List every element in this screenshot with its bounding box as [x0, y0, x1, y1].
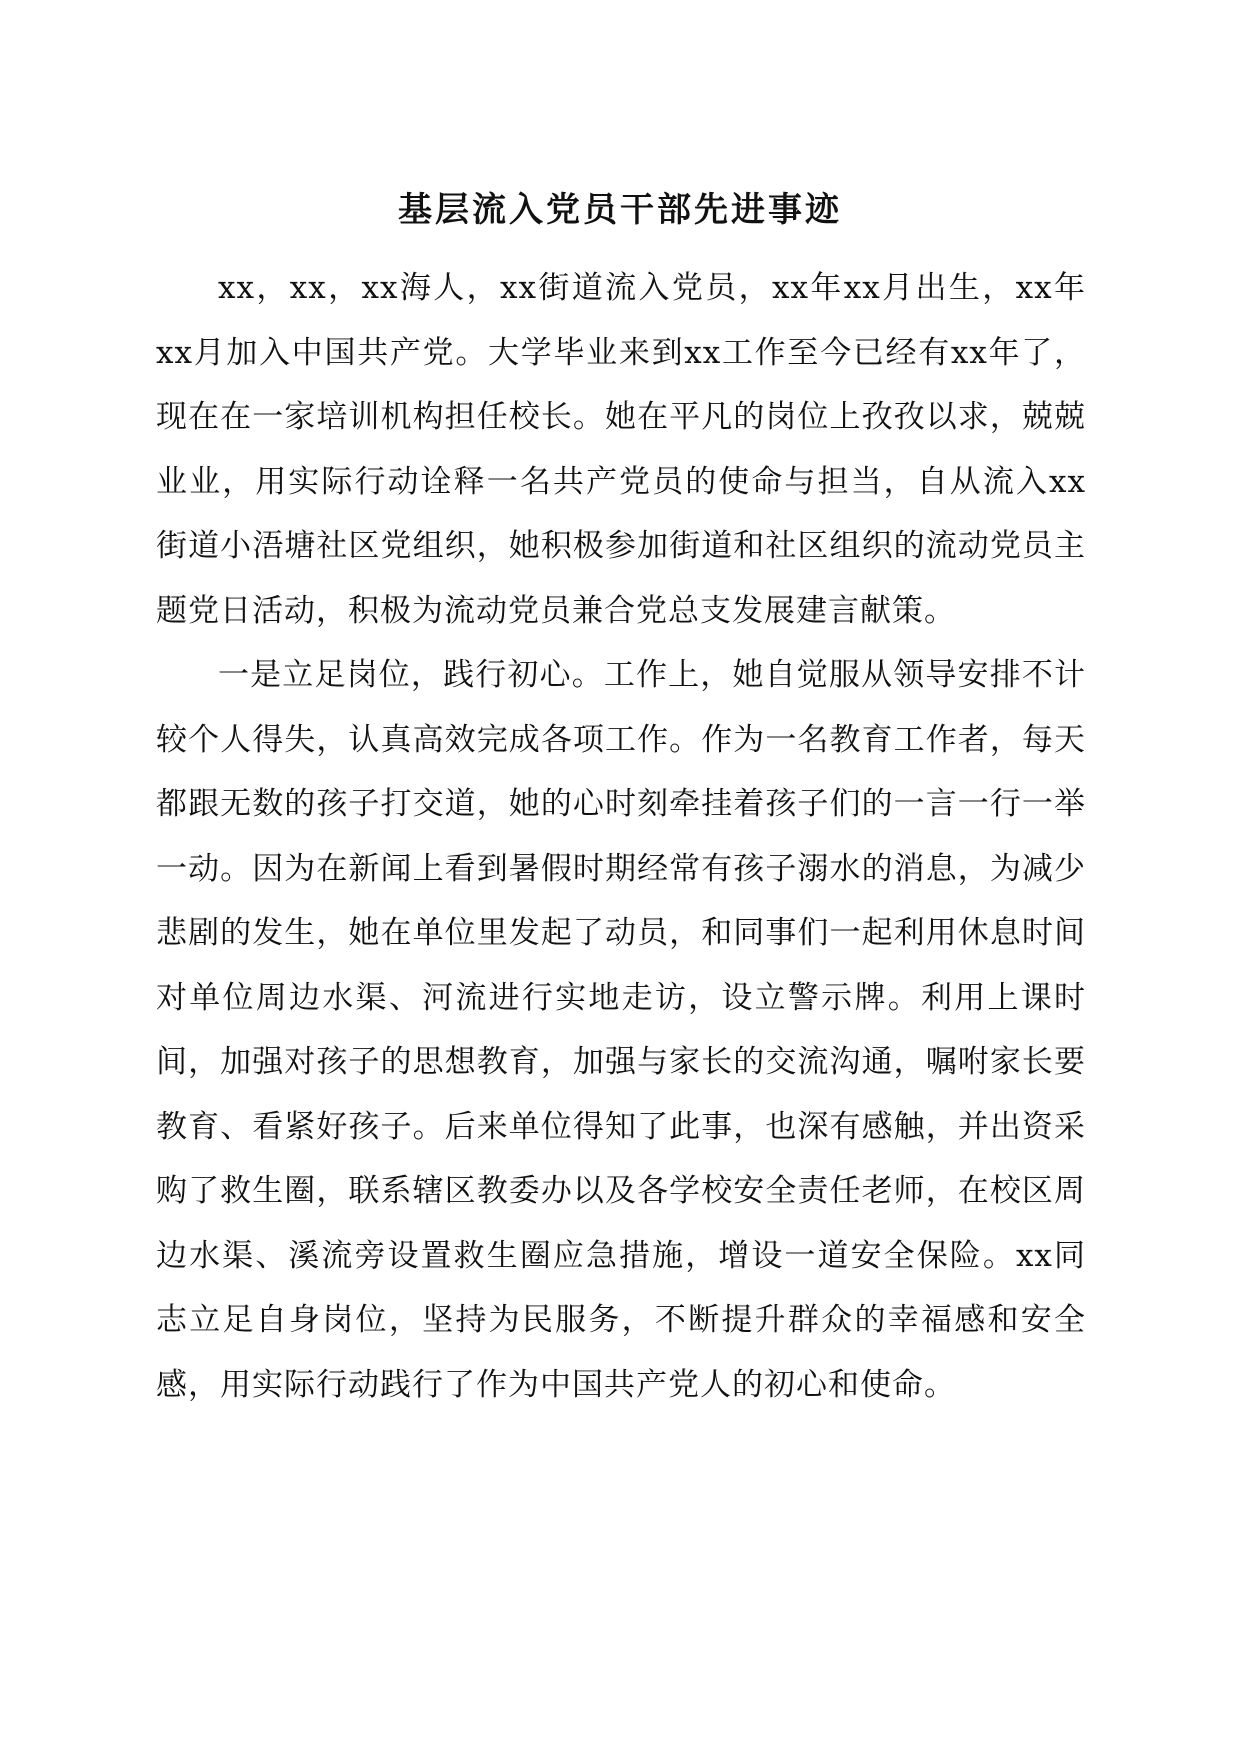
paragraph-intro: xx，xx，xx海人，xx街道流入党员，xx年xx月出生，xx年xx月加入中国共产党。大学毕业来到xx工作至今已经有xx年了，现在在一家培训机构担任校长。她在平凡的岗位上孜孜以求，兢兢业业，用实际行动诠释一名共产党员的使命与担当，自从流入xx街道小浯塘社区党组织，她积极参加街道和社区组织的流动党员主题党日活动，积极为流动党员兼合党总支发展建言献策。: [156, 270, 1086, 629]
document-body: [156, 256, 1086, 1417]
paragraph-section-one: 一是立足岗位，践行初心。工作上，她自觉服从领导安排不计较个人得失，认真高效完成各项工作。作为一名教育工作者，每天都跟无数的孩子打交道，她的心时刻牵挂着孩子们的一言一行一举一动。因为在新闻上看到暑假时期经常有孩子溺水的消息，为减少悲剧的发生，她在单位里发起了动员，和同事们一起利用休息时间对单位周边水渠、河流进行实地走访，设立警示牌。利用上课时间，加强对孩子的思想教育，加强与家长的交流沟通，嘱咐家长要教育、看紧好孩子。后来单位得知了此事，也深有感触，并出资采购了救生圈，联系辖区教委办以及各学校安全责任老师，在校区周边水渠、溪流旁设置救生圈应急措施，增设一道安全保险。xx同志立足自身岗位，坚持为民服务，不断提升群众的幸福感和安全感，用实际行动践行了作为中国共产党人的初心和使命。: [156, 657, 1086, 1403]
document-title: 基层流入党员干部先进事迹: [398, 190, 842, 230]
